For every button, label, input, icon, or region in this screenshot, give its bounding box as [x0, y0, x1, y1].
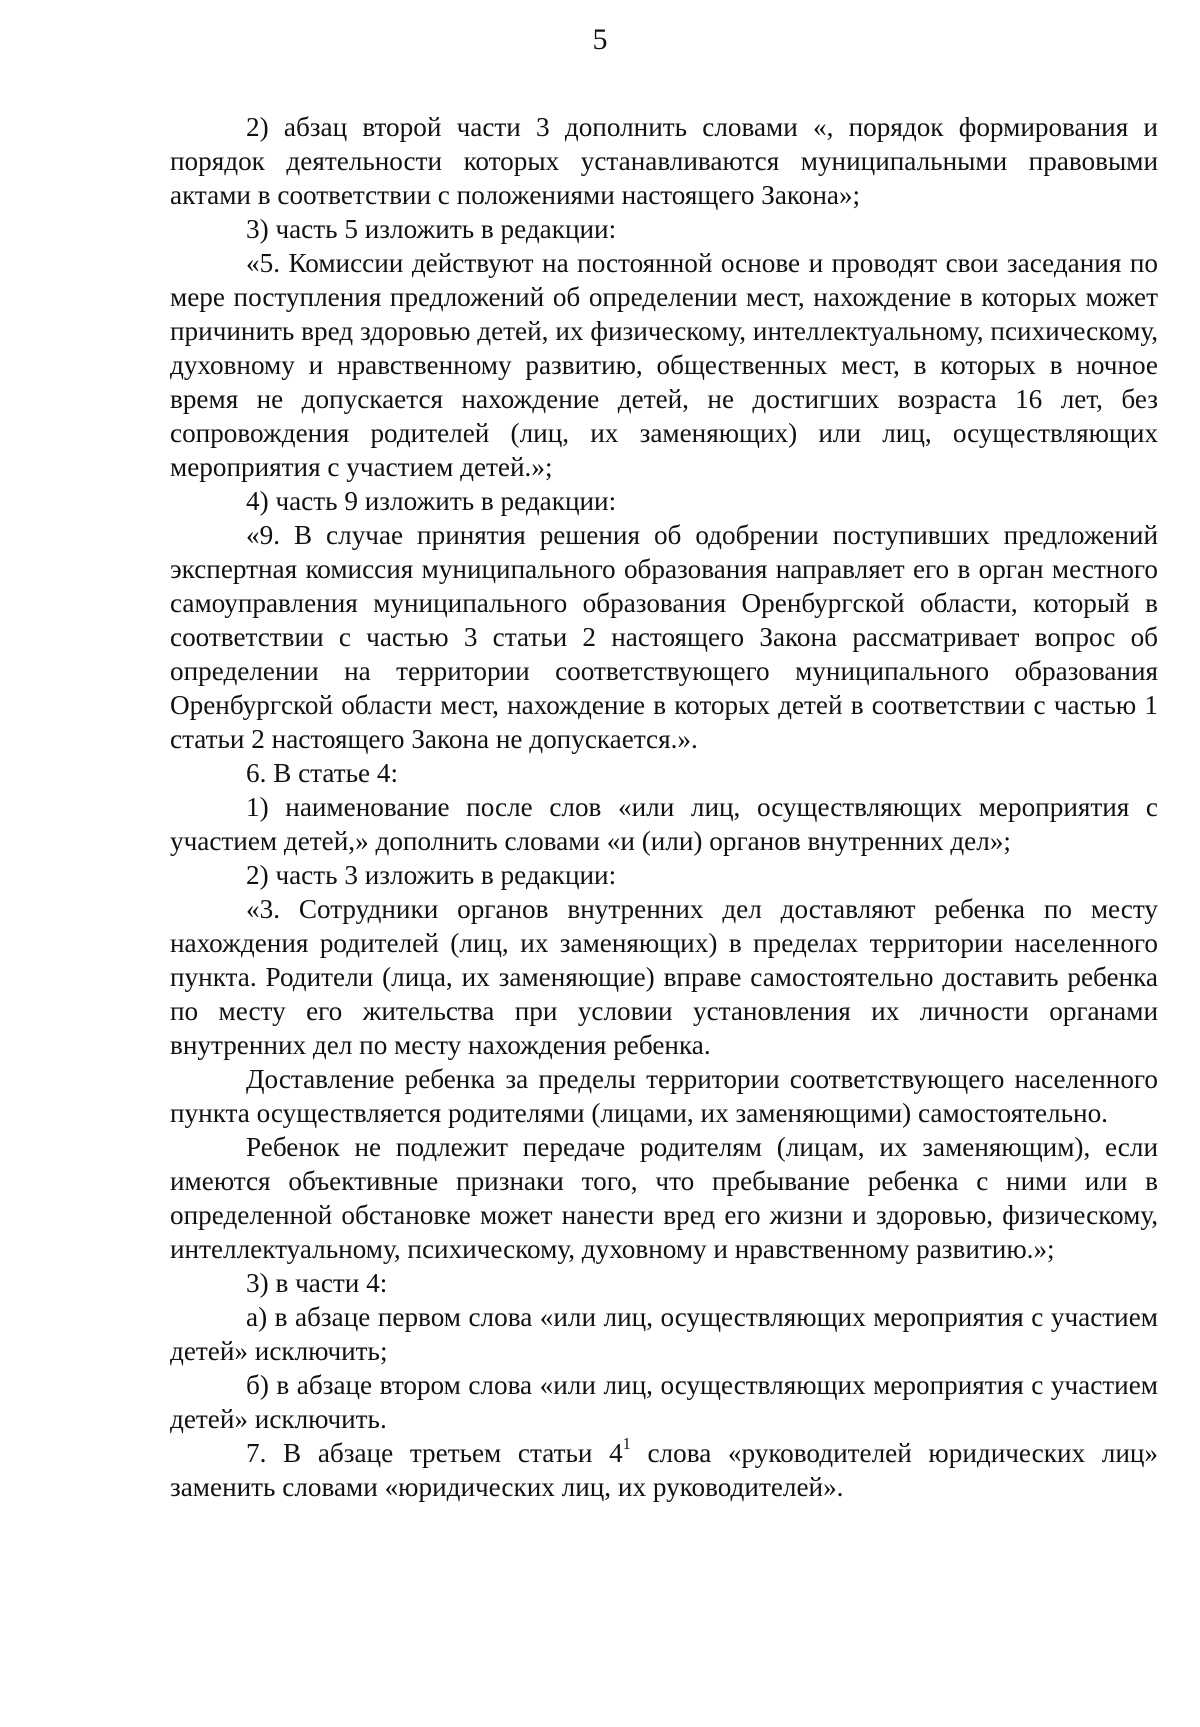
article-superscript: 1: [622, 1433, 631, 1453]
paragraph-6-statya-4: 6. В статье 4:: [246, 758, 399, 788]
paragraph-3-chast-4: 3) в части 4:: [246, 1268, 388, 1298]
paragraph-b-abzac-vtoroj: б) в абзаце втором слова «или лиц, осуществляющих мероприятия с участием детей» исключить.: [170, 1370, 1158, 1434]
paragraph-3-chast-5: 3) часть 5 изложить в редакции:: [246, 214, 617, 244]
paragraph-2-chast-3: 2) часть 3 изложить в редакции:: [246, 860, 617, 890]
paragraph-chast-5-text: «5. Комиссии действуют на постоянной основе и проводят свои заседания по мере поступления предложений об определении мест, нахождение в которых может причинить вред здоровью детей, их физическому, интеллектуальному, психическому, духовному и нравственному развитию, общественных мест, в которых в ночное время не допускается нахождение детей, не достигших возраста 16 лет, без сопровождения родителей (лиц, их заменяющих) или лиц, осуществляющих мероприятия с участием детей.»;: [170, 248, 1158, 482]
paragraph-chast-3-text: «3. Сотрудники органов внутренних дел доставляют ребенка по месту нахождения родителей (лиц, их заменяющих) в пределах территории населенного пункта. Родители (лица, их заменяющие) вправе самостоятельно доставить ребенка по месту его жительства при условии установления их личности органами внутренних дел по месту нахождения ребенка.: [170, 894, 1158, 1060]
page-number: 5: [592, 23, 608, 56]
paragraph-dostavlenie: Доставление ребенка за пределы территории соответствующего населенного пункта осуществляется родителями (лицами, их заменяющими) самостоятельно.: [170, 1064, 1158, 1128]
paragraph-7-before-sup: 7. В абзаце третьем статьи 4: [246, 1438, 623, 1468]
paragraph-2-abzac: 2) абзац второй части 3 дополнить словами «, порядок формирования и порядок деятельности которых устанавливаются муниципальными правовыми актами в соответствии с положениями настоящего Закона»;: [170, 112, 1158, 210]
paragraph-7-after-sup: слова «руководителей юридических лиц» заменить словами «юридических лиц, их руководителей».: [170, 1438, 1159, 1502]
paragraph-chast-9-text: «9. В случае принятия решения об одобрении поступивших предложений экспертная комиссия муниципального образования направляет его в орган местного самоуправления муниципального образования Оренбургской области, который в соответствии с частью 3 статьи 2 настоящего Закона рассматривает вопрос об определении на территории соответствующего муниципального образования Оренбургской области мест, нахождение в которых детей в соответствии с частью 1 статьи 2 настоящего Закона не допускается.».: [170, 520, 1158, 754]
document-body: [170, 110, 1158, 1504]
paragraph-1-naimenovanie: 1) наименование после слов «или лиц, осуществляющих мероприятия с участием детей,» дополнить словами «и (или) органов внутренних дел»;: [170, 792, 1158, 856]
paragraph-4-chast-9: 4) часть 9 изложить в редакции:: [246, 486, 617, 516]
paragraph-a-abzac-pervyj: а) в абзаце первом слова «или лиц, осуществляющих мероприятия с участием детей» исключить;: [170, 1302, 1158, 1366]
paragraph-7-statya-4-1: [170, 1433, 1159, 1504]
paragraph-rebenok: Ребенок не подлежит передаче родителям (лицам, их заменяющим), если имеются объективные признаки того, что пребывание ребенка с ними или в определенной обстановке может нанести вред его жизни и здоровью, физическому, интеллектуальному, психическому, духовному и нравственному развитию.»;: [170, 1132, 1158, 1264]
